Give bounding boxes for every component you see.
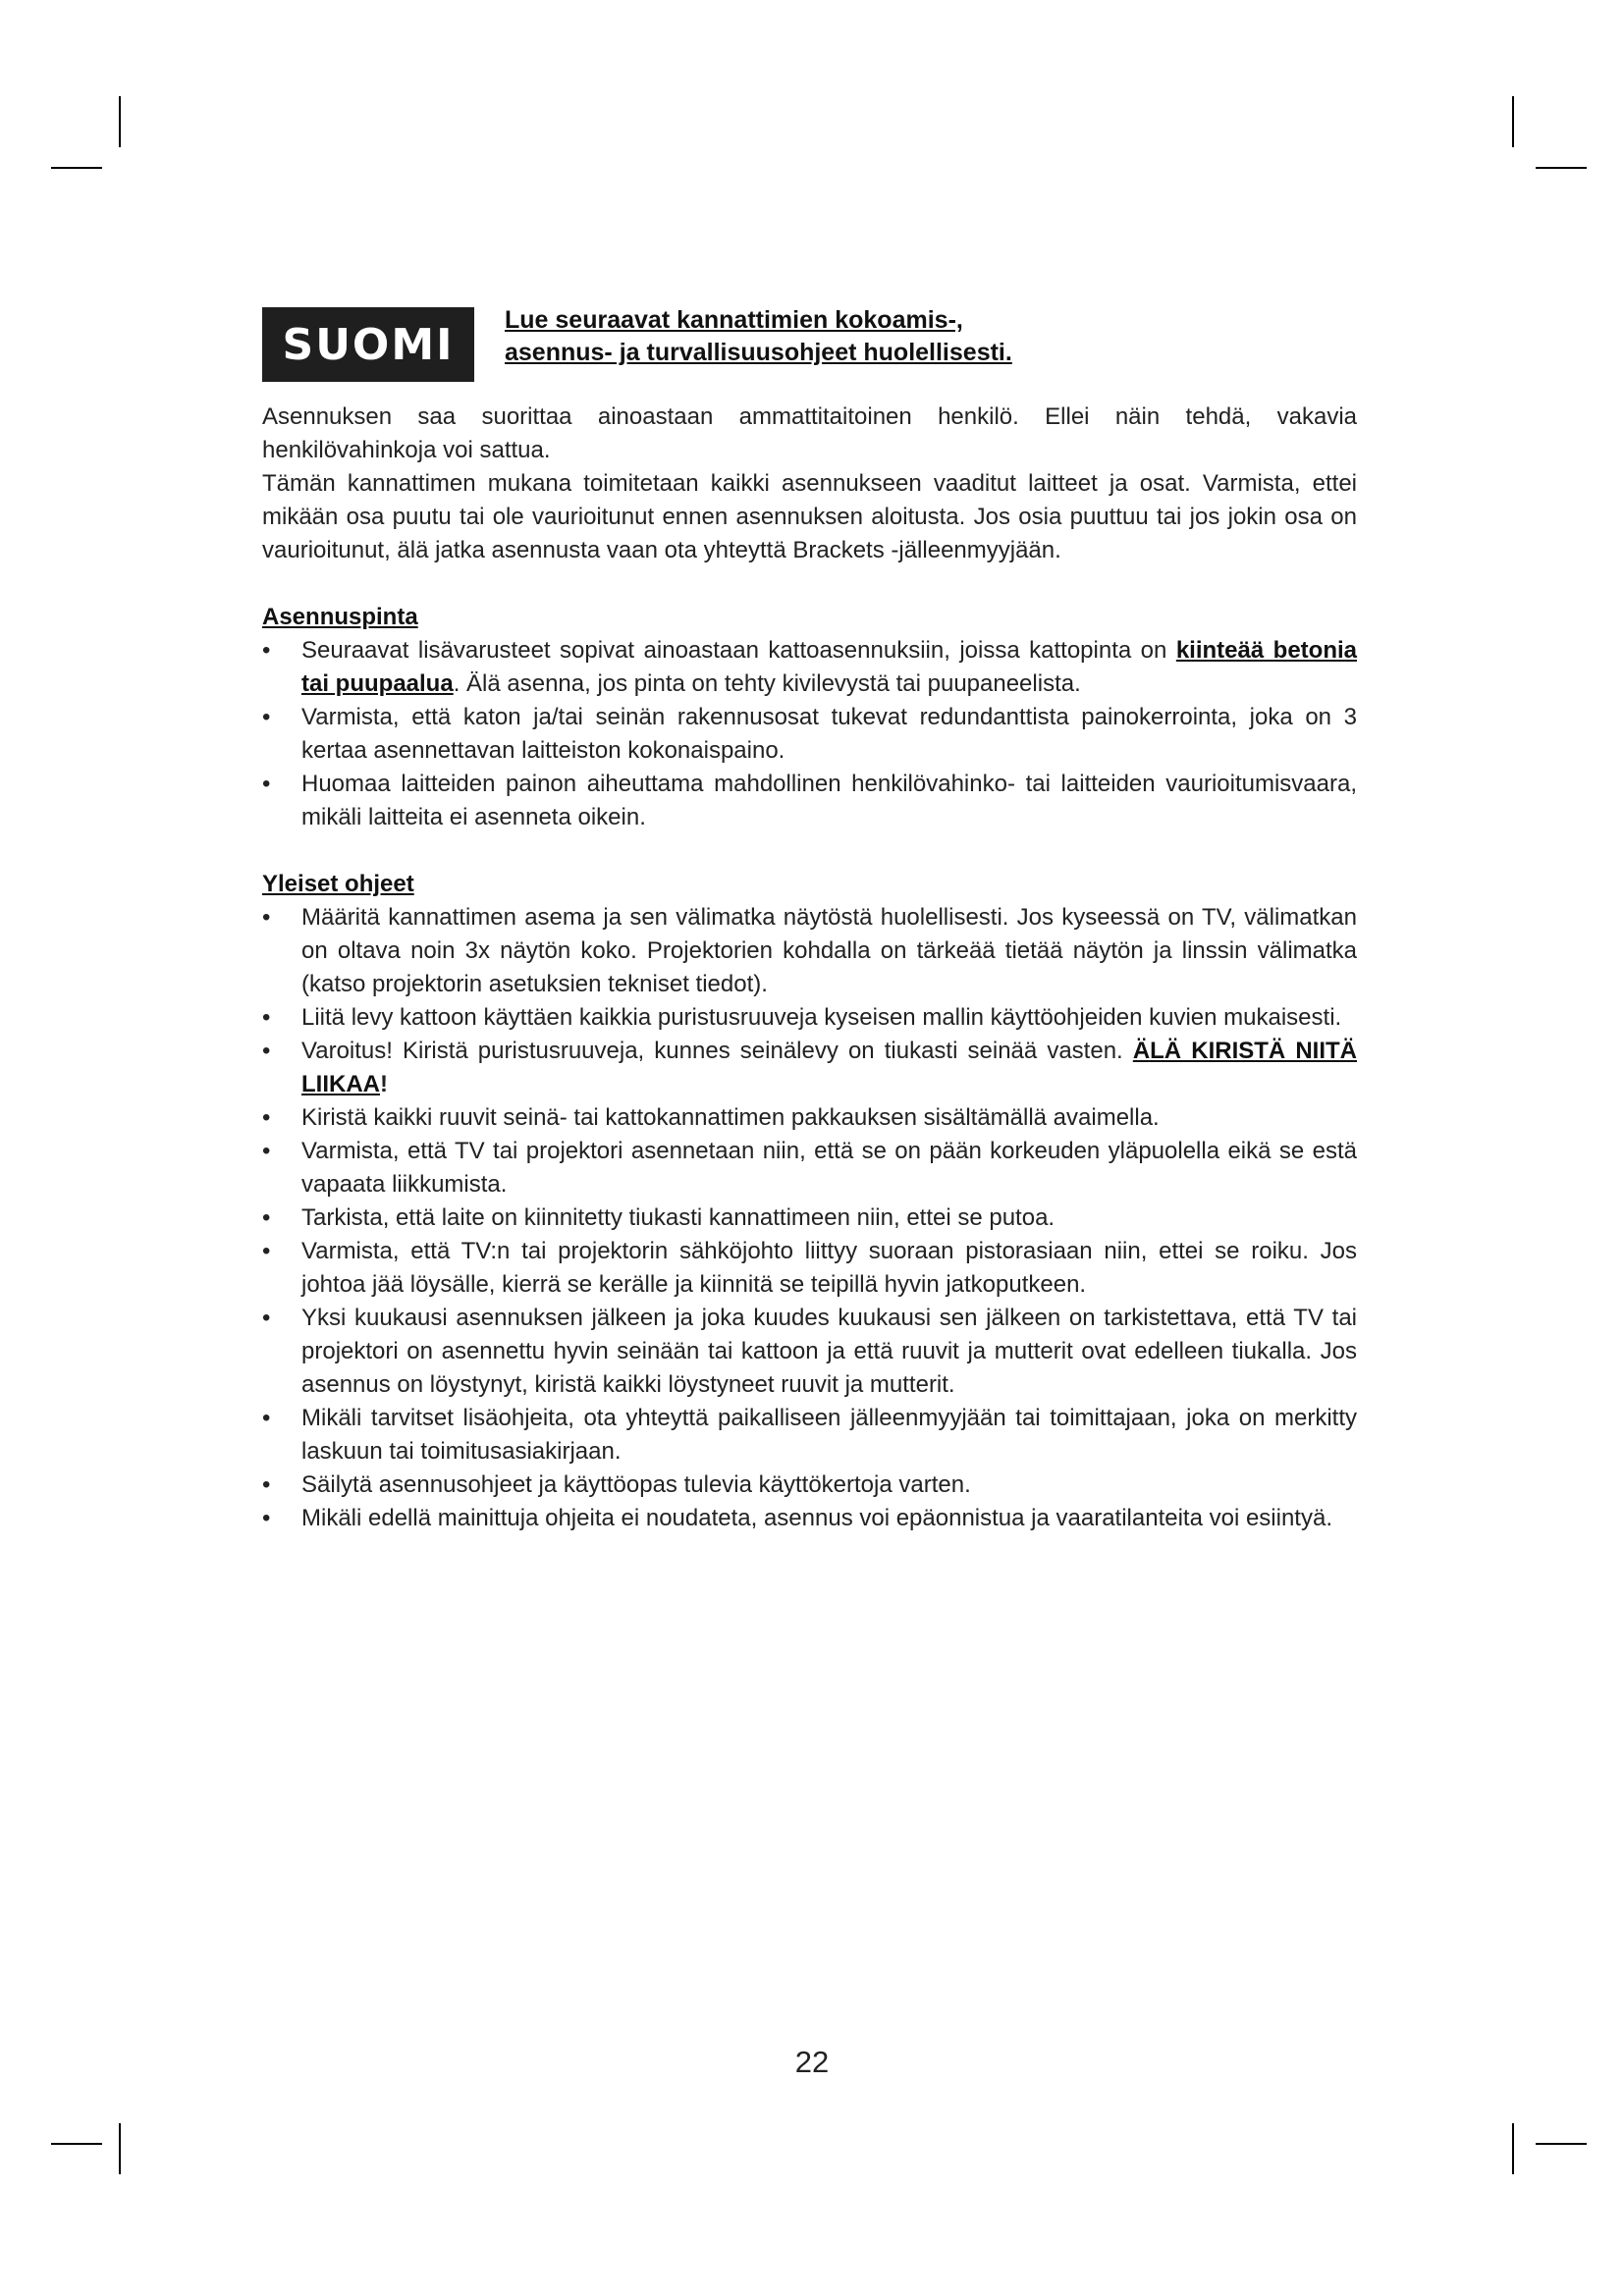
- crop-mark-top-left-vertical: [119, 96, 121, 147]
- list-item: [262, 634, 1357, 701]
- crop-mark-bottom-right-horizontal: [1536, 2143, 1587, 2145]
- section-title-asennuspinta: Asennuspinta: [262, 604, 418, 630]
- section-title-yleiset-ohjeet: Yleiset ohjeet: [262, 871, 414, 897]
- list-item: • Mikäli edellä mainittuja ohjeita ei noudateta, asennus voi epäonnistua ja vaaratilanteita voi esiintyä.: [262, 1502, 1357, 1535]
- warning-emphasis-text: ÄLÄ KIRISTÄ NIITÄ LIIKAA: [301, 1038, 1357, 1097]
- language-badge: SUOMI: [262, 307, 474, 382]
- bullet-text: !: [380, 1071, 388, 1097]
- headline: [505, 304, 1012, 369]
- intro-paragraph-2: Tämän kannattimen mukana toimitetaan kaikki asennukseen vaaditut laitteet ja osat. Varmista, ettei mikään osa puutu tai ole vaurioitunut ennen asennuksen aloitusta. Jos osia puuttuu tai jos jokin osa on vaurioitunut, älä jatka asennusta vaan ota yhteyttä Brackets -jälleenmyyjään.: [262, 470, 1357, 563]
- crop-mark-bottom-left-vertical: [119, 2123, 121, 2174]
- crop-mark-top-right-vertical: [1512, 96, 1514, 147]
- document-body: [262, 400, 1357, 1535]
- list-item: • Varmista, että TV tai projektori asennetaan niin, että se on pään korkeuden yläpuolella eikä se estä vapaata liikkumista.: [262, 1135, 1357, 1201]
- list-item: [262, 1035, 1357, 1101]
- yleiset-ohjeet-list: [262, 901, 1357, 1535]
- emphasis-text: kiinteää betonia tai puupaalua: [301, 637, 1357, 697]
- crop-mark-bottom-right-vertical: [1512, 2123, 1514, 2174]
- bullet-text: Seuraavat lisävarusteet sopivat ainoastaan kattoasennuksiin, joissa kattopinta on: [301, 637, 1176, 664]
- bullet-text: . Älä asenna, jos pinta on tehty kivilevystä tai puupaneelista.: [453, 670, 1081, 697]
- bullet-text: Varoitus! Kiristä puristusruuveja, kunnes seinälevy on tiukasti seinää vasten.: [301, 1038, 1133, 1064]
- intro-paragraph-1: Asennuksen saa suorittaa ainoastaan ammattitaitoinen henkilö. Ellei näin tehdä, vakavia henkilövahinkoja voi sattua.: [262, 403, 1357, 463]
- list-item: • Kiristä kaikki ruuvit seinä- tai kattokannattimen pakkauksen sisältämällä avaimella.: [262, 1101, 1357, 1135]
- headline-line-1: Lue seuraavat kannattimien kokoamis-,: [505, 306, 963, 334]
- asennuspinta-list: [262, 634, 1357, 834]
- page-number: 22: [794, 2045, 830, 2079]
- list-item: • Liitä levy kattoon käyttäen kaikkia puristusruuveja kyseisen mallin käyttöohjeiden kuvien mukaisesti.: [262, 1001, 1357, 1035]
- list-item: • Säilytä asennusohjeet ja käyttöopas tulevia käyttökertoja varten.: [262, 1468, 1357, 1502]
- list-item: • Huomaa laitteiden painon aiheuttama mahdollinen henkilövahinko- tai laitteiden vaurioitumisvaara, mikäli laitteita ei asenneta oikein.: [262, 768, 1357, 834]
- crop-mark-bottom-left-horizontal: [51, 2143, 102, 2145]
- list-item: • Yksi kuukausi asennuksen jälkeen ja joka kuudes kuukausi sen jälkeen on tarkistettava, että TV tai projektori on asennettu hyvin seinään tai kattoon ja että ruuvit ja mutterit ovat edelleen tiukalla. Jos asennus on löystynyt, kiristä kaikki löystyneet ruuvit ja mutterit.: [262, 1302, 1357, 1402]
- headline-line-2: asennus- ja turvallisuusohjeet huolellisesti.: [505, 339, 1012, 366]
- list-item: • Määritä kannattimen asema ja sen välimatka näytöstä huolellisesti. Jos kyseessä on TV, välimatkan on oltava noin 3x näytön koko. Projektorien kohdalla on tärkeää tietää näytön ja linssin välimatka (katso projektorin asetuksien tekniset tiedot).: [262, 901, 1357, 1001]
- crop-mark-top-left-horizontal: [51, 167, 102, 169]
- crop-mark-top-right-horizontal: [1536, 167, 1587, 169]
- page-header: [262, 304, 1362, 383]
- list-item: • Tarkista, että laite on kiinnitetty tiukasti kannattimeen niin, ettei se putoa.: [262, 1201, 1357, 1235]
- list-item: • Mikäli tarvitset lisäohjeita, ota yhteyttä paikalliseen jälleenmyyjään tai toimittajaan, joka on merkitty laskuun tai toimitusasiakirjaan.: [262, 1402, 1357, 1468]
- list-item: • Varmista, että katon ja/tai seinän rakennusosat tukevat redundanttista painokerrointa, joka on 3 kertaa asennettavan laitteiston kokonaispaino.: [262, 701, 1357, 768]
- list-item: • Varmista, että TV:n tai projektorin sähköjohto liittyy suoraan pistorasiaan niin, ettei se roiku. Jos johtoa jää löysälle, kierrä se kerälle ja kiinnitä se teipillä hyvin jatkoputkeen.: [262, 1235, 1357, 1302]
